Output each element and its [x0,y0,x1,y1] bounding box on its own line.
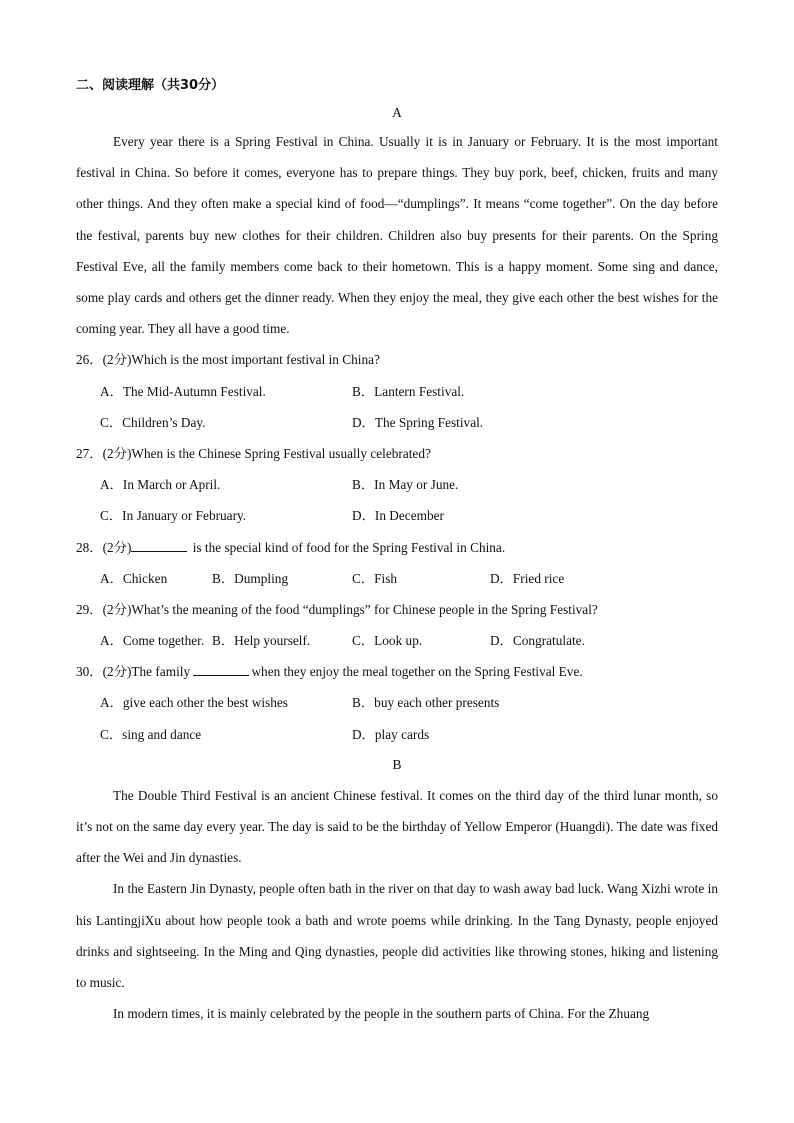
option-b[interactable]: B．Dumpling [212,570,289,586]
option-d[interactable]: D．Congratulate. [490,633,585,649]
question-stem: is the special kind of food for the Spring Festival in China. [189,539,506,555]
passage-a-text: Every year there is a Spring Festival in China. Usually it is in January or February. It is the most important festival in China. So before it comes, everyone has to prepare things. They buy pork, beef, chicken, fruits and many other things. And they often make a special kind of food—“dumplings”. It means “come together”. On the day before the festival, parents buy new clothes for their children. Children also buy presents for their parents. On the Spring Festival Eve, all the family members come back to their hometown. This is a happy moment. Some sing and dance, some play cards and others get the dinner ready. When they enjoy the meal, they give each other the best wishes for the coming year. They all have a good time. [76,134,718,337]
question-27 [76,438,718,469]
option-a[interactable]: A．Come together. [100,633,205,649]
passage-b-paragraph-1: The Double Third Festival is an ancient Chinese festival. It comes on the third day of the third lunar month, so it’s not on the same day every year. The day is said to be the birthday of Yellow Emperor (Huangdi). The date was fixed after the Wei and Jin dynasties. [76,787,718,866]
answer-blank[interactable] [131,541,187,552]
option-c[interactable]: C．Look up. [352,633,423,649]
question-stem-after: when they enjoy the meal together on the Spring Festival Eve. [251,664,583,680]
option-b[interactable]: B．In May or June. [352,477,459,493]
exam-page [76,72,718,1029]
option-c[interactable]: C．In January or February. [100,508,247,524]
option-b[interactable]: B．buy each other presents [352,695,500,711]
question-number: 28． [76,539,103,555]
option-c[interactable]: C．Fish [352,570,398,586]
question-stem: When is the Chinese Spring Festival usually celebrated? [131,445,431,461]
passage-b-label: B [392,756,402,772]
question-30-options-row-1 [76,687,718,718]
question-number: 29． [76,601,103,617]
question-stem-before: The family [131,664,194,680]
question-number: 30． [76,664,103,680]
question-score: (2分) [102,601,132,617]
passage-a-label: A [392,105,402,120]
passage-b-paragraph-2: In the Eastern Jin Dynasty, people often bath in the river on that day to wash away bad luck. Wang Xizhi wrote in his LantingjiXu about how people took a bath and wrote poems while drinking. In the Tang Dynasty, people enjoyed drinks and sightseeing. In the Ming and Qing dynasties, people did activities like throwing stones, hiking and listening to music. [76,881,718,991]
question-26 [76,344,718,375]
option-c[interactable]: C．sing and dance [100,726,202,742]
question-27-options-row-1 [76,469,718,500]
option-d[interactable]: D．The Spring Festival. [352,414,484,430]
question-28 [76,532,718,563]
question-number: 27． [76,445,103,461]
answer-blank[interactable] [193,665,249,676]
question-26-options-row-2 [76,407,718,438]
question-30-options-row-2 [76,719,718,750]
question-26-options-row-1 [76,376,718,407]
question-score: (2分) [102,445,132,461]
option-a[interactable]: A．In March or April. [100,477,221,493]
question-27-options-row-2 [76,500,718,531]
question-number: 26． [76,352,103,368]
passage-b-paragraph-3: In modern times, it is mainly celebrated by the people in the southern parts of China. For the Zhuang [113,1006,650,1022]
option-a[interactable]: A．give each other the best wishes [100,695,288,711]
question-30 [76,656,718,687]
option-b[interactable]: B．Help yourself. [212,633,311,649]
question-score: (2分) [102,664,132,680]
question-29 [76,594,718,625]
option-a[interactable]: A．The Mid-Autumn Festival. [100,383,266,399]
question-28-options [76,563,718,594]
option-b[interactable]: B．Lantern Festival. [352,383,465,399]
option-d[interactable]: D．Fried rice [490,570,565,586]
option-d[interactable]: D．In December [352,508,444,524]
question-stem: What’s the meaning of the food “dumplings” for Chinese people in the Spring Festival? [131,601,598,617]
option-d[interactable]: D．play cards [352,726,430,742]
question-score: (2分) [102,539,132,555]
question-stem: Which is the most important festival in China? [131,352,380,368]
question-score: (2分) [102,352,132,368]
section-title: 二、阅读理解（共30分） [76,78,225,93]
question-29-options [76,625,718,656]
option-c[interactable]: C．Children’s Day. [100,414,206,430]
option-a[interactable]: A．Chicken [100,570,168,586]
